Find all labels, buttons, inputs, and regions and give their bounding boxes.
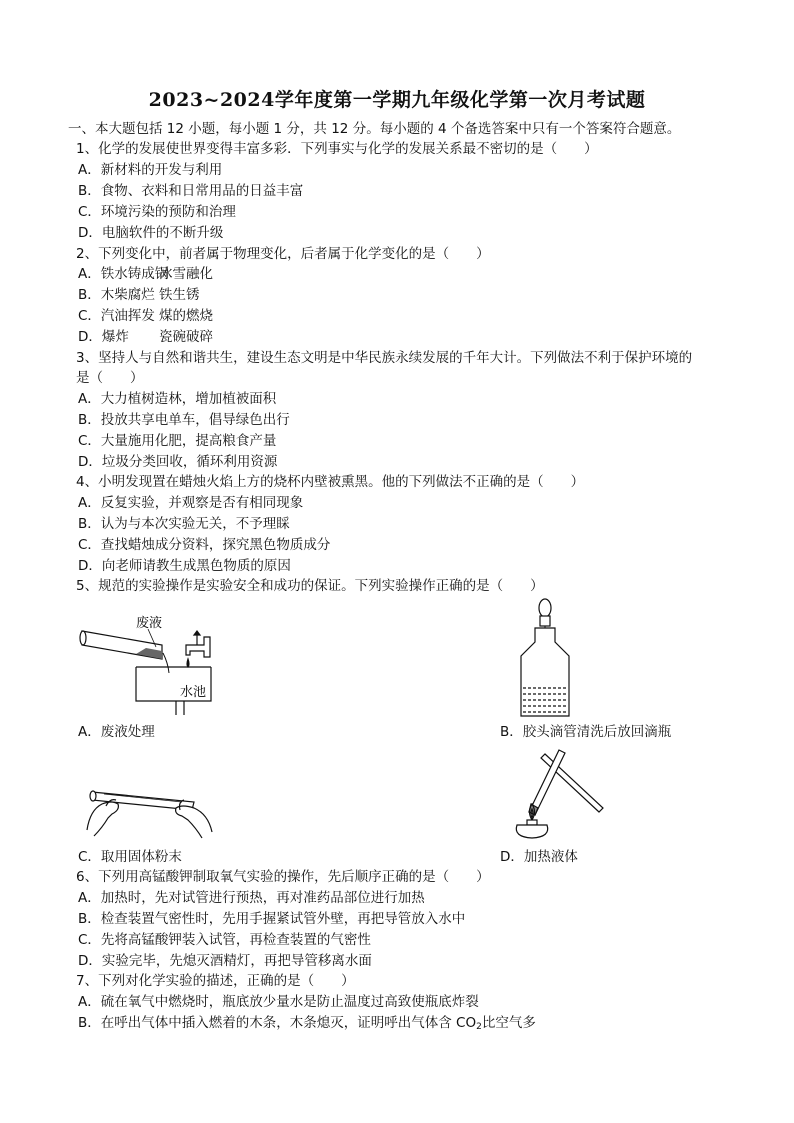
q5-option-a: A．废液处理 xyxy=(78,724,155,740)
q2-option-d xyxy=(78,328,213,346)
question-6-stem: 6、下列用高锰酸钾制取氧气实验的操作，先后顺序正确的是（ ） xyxy=(76,869,490,885)
q6-option-d: D．实验完毕，先熄灭酒精灯，再把导管移离水面 xyxy=(78,953,372,969)
question-3-stem-cont: 是（ ） xyxy=(76,370,144,386)
q3-option-a: A．大力植树造林，增加植被面积 xyxy=(78,391,277,407)
q2-option-b xyxy=(78,286,200,304)
fig-a-waste-label: 废液 xyxy=(136,616,163,631)
waste-liquid-disposal-figure xyxy=(76,605,226,720)
q1-option-d: D．电脑软件的不断升级 xyxy=(78,225,224,241)
q2-d-first: D．爆炸 xyxy=(78,329,129,345)
q2-c-second: 煤的燃烧 xyxy=(159,308,213,324)
q7-b-text-end: 比空气多 xyxy=(481,1015,536,1031)
q4-option-b: B．认为与本次实验无关，不予理睬 xyxy=(78,516,290,532)
q3-option-c: C．大量施用化肥，提高粮食产量 xyxy=(78,433,277,449)
question-1-stem: 1、化学的发展使世界变得丰富多彩．下列事实与化学的发展关系最不密切的是（ ） xyxy=(76,141,598,157)
solid-powder-figure xyxy=(82,770,217,840)
q7-option-b xyxy=(78,1014,536,1036)
heating-liquid-figure xyxy=(505,742,610,842)
q1-option-b: B．食物、衣料和日常用品的日益丰富 xyxy=(78,183,304,199)
q2-b-second: 铁生锈 xyxy=(159,287,200,303)
q2-a-first: A．铁水铸成锅 xyxy=(78,266,169,282)
question-2-stem: 2、下列变化中，前者属于物理变化，后者属于化学变化的是（ ） xyxy=(76,246,490,262)
q6-option-c: C．先将高锰酸钾装入试管，再检查装置的气密性 xyxy=(78,932,371,948)
question-7-stem: 7、下列对化学实验的描述，正确的是（ ） xyxy=(76,973,355,989)
q2-option-a xyxy=(78,265,213,283)
q5-option-b: B．胶头滴管清洗后放回滴瓶 xyxy=(500,724,672,740)
page-title: 2023~2024学年度第一学期九年级化学第一次月考试题 xyxy=(148,89,646,111)
q2-d-second: 瓷碗破碎 xyxy=(159,329,213,345)
q7-option-a: A．硫在氧气中燃烧时，瓶底放少量水是防止温度过高致使瓶底炸裂 xyxy=(78,994,479,1010)
q4-option-d: D．向老师请教生成黑色物质的原因 xyxy=(78,558,291,574)
question-3-stem: 3、坚持人与自然和谐共生，建设生态文明是中华民族永续发展的千年大计。下列做法不利于保护环境的 xyxy=(76,350,693,366)
q4-option-c: C．查找蜡烛成分资料，探究黑色物质成分 xyxy=(78,537,331,553)
q6-option-b: B．检查装置气密性时，先用手握紧试管外壁，再把导管放入水中 xyxy=(78,911,466,927)
question-4-stem: 4、小明发现置在蜡烛火焰上方的烧杯内壁被熏黑。他的下列做法不正确的是（ ） xyxy=(76,474,585,490)
q7-b-text: B．在呼出气体中插入燃着的木条，木条熄灭，证明呼出气体含 CO xyxy=(78,1015,477,1031)
q4-option-a: A．反复实验，并观察是否有相同现象 xyxy=(78,495,304,511)
question-5-stem: 5、规范的实验操作是实验安全和成功的保证。下列实验操作正确的是（ ） xyxy=(76,578,544,594)
q7-b-subscript: 2 xyxy=(476,1022,482,1032)
q3-option-d: D．垃圾分类回收，循环利用资源 xyxy=(78,454,278,470)
q2-a-second: 冰雪融化 xyxy=(159,266,213,282)
fig-a-sink-label: 水池 xyxy=(180,685,207,700)
q5-option-d: D．加热液体 xyxy=(500,849,578,865)
section-instructions: 一、本大题包括 12 小题，每小题 1 分，共 12 分。每小题的 4 个备选答案中只有一个答案符合题意。 xyxy=(68,121,681,137)
q2-c-first: C．汽油挥发 xyxy=(78,308,155,324)
q6-option-a: A．加热时，先对试管进行预热，再对准药品部位进行加热 xyxy=(78,890,425,906)
q5-option-c: C．取用固体粉末 xyxy=(78,849,182,865)
q3-option-b: B．投放共享电单车，倡导绿色出行 xyxy=(78,412,290,428)
q1-option-c: C．环境污染的预防和治理 xyxy=(78,204,236,220)
q2-option-c xyxy=(78,307,213,325)
dropper-bottle-figure xyxy=(515,598,575,723)
q2-b-first: B．木柴腐烂 xyxy=(78,287,155,303)
q1-option-a: A．新材料的开发与利用 xyxy=(78,162,223,178)
